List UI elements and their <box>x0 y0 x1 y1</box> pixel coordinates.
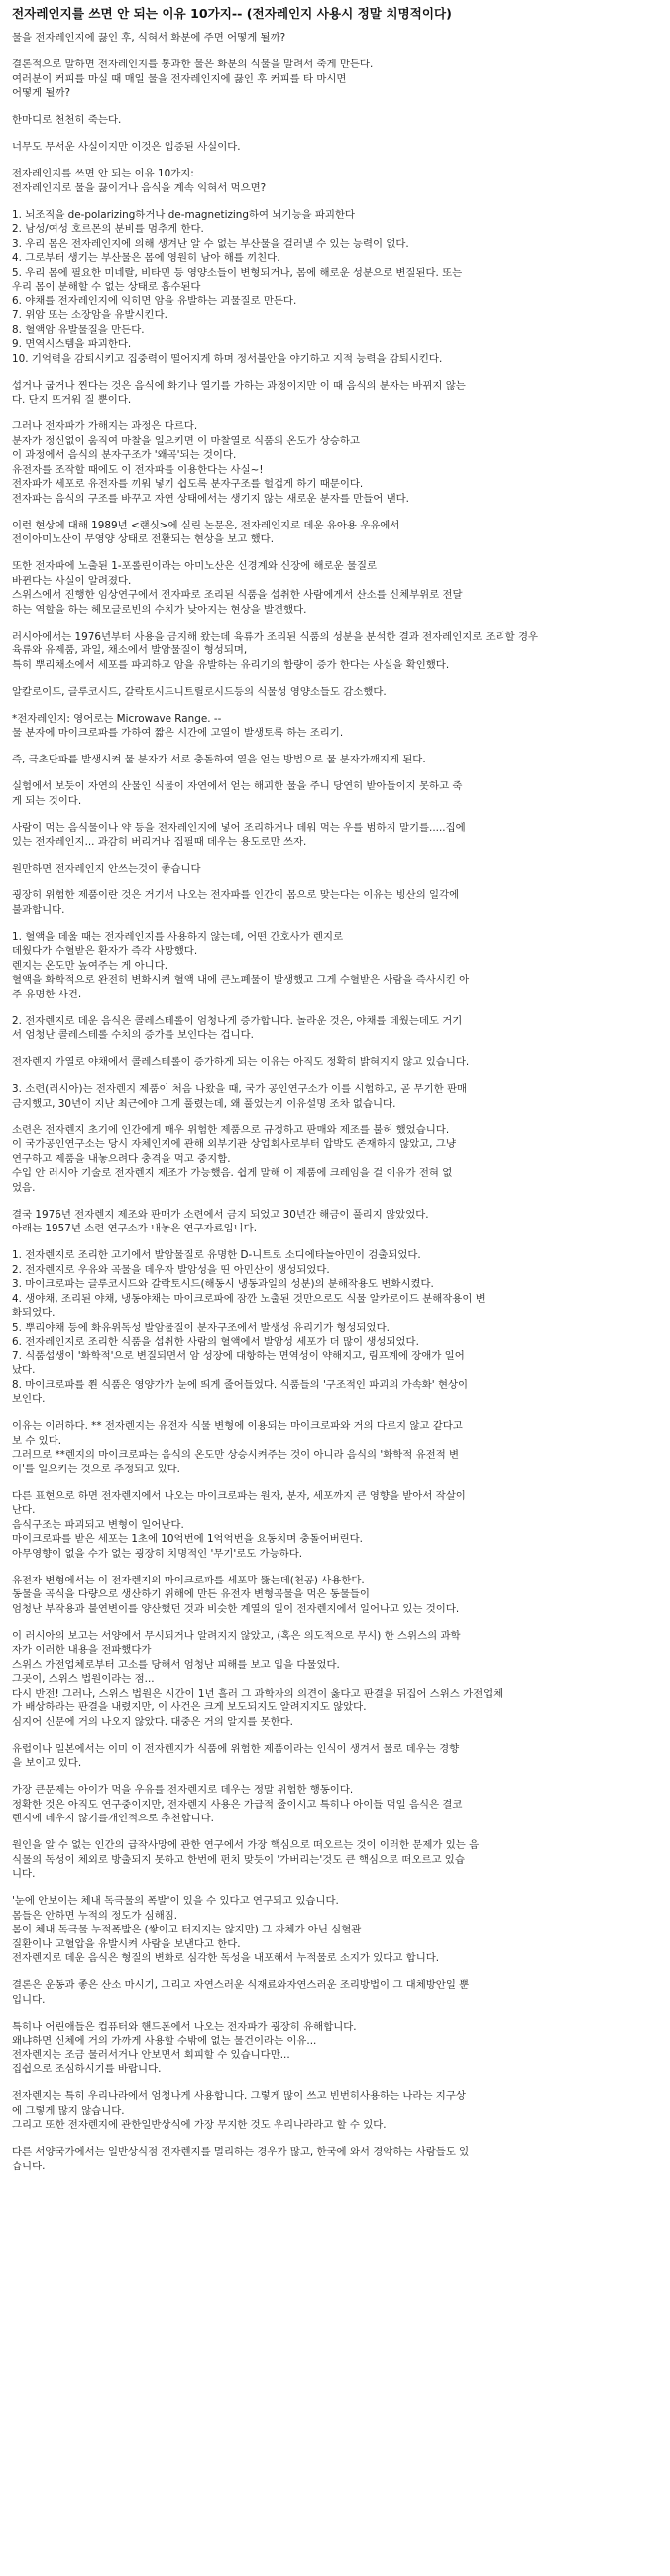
paragraph-line: 게 되는 것이다. <box>12 794 82 807</box>
article-paragraph <box>12 712 660 741</box>
paragraph-line: 물을 전자레인지에 끓인 후, 식혀서 화분에 주면 어떻게 될까? <box>12 32 286 44</box>
paragraph-line: 3. 마이크로파는 글루코시드와 갈락토시드(해동시 냉동과일의 성분)의 분해작용도 변화시켰다. <box>12 1278 434 1290</box>
paragraph-line: 3. 우리 몸은 전자레인지에 의해 생겨난 알 수 없는 부산물을 걸러낼 수 있는 능력이 없다. <box>12 237 409 250</box>
article-body <box>12 31 660 2173</box>
article-paragraph <box>12 2145 660 2173</box>
paragraph-line: 유전자 변형에서는 이 전자렌지의 마이크로파를 세포막 뚫는데(천공) 사용한다. <box>12 1574 365 1586</box>
article-paragraph <box>12 1082 660 1111</box>
article-paragraph <box>12 1783 660 1826</box>
paragraph-line: 수입 안 러시아 기술로 전자렌지 제조가 가능했음. 쉽게 말해 이 제품에 크레임을 걸 이유가 전혀 없 <box>12 1167 453 1179</box>
paragraph-line: 전자렌지는 조금 물러서거나 안보면서 회피할 수 있습니다만... <box>12 2049 290 2061</box>
paragraph-line: 자가 이러한 내용을 전파했다가 <box>12 1644 152 1656</box>
paragraph-line: 원인을 알 수 없는 인간의 급작사망에 관한 연구에서 가장 핵심으로 떠오르는 것이 이러한 문제가 있는 음 <box>12 1839 480 1851</box>
article-paragraph <box>12 779 660 808</box>
paragraph-line: 섭거나 굽거나 찐다는 것은 음식에 화기나 열기를 가하는 과정이지만 이 때 음식의 분자는 바뀌지 않는 <box>12 379 466 392</box>
paragraph-line: 4. 그로부터 생기는 부산물은 몸에 영원히 남아 해를 끼친다. <box>12 252 280 264</box>
paragraph-line: 2. 전자렌지로 우유와 곡물을 데우자 발암성을 띤 아민산이 생성되었다. <box>12 1263 330 1276</box>
paragraph-line: 에 그렇게 많지 않습니다. <box>12 2104 125 2117</box>
article-paragraph <box>12 113 660 128</box>
article-paragraph <box>12 208 660 367</box>
paragraph-line: 동물을 곡식을 다량으로 생산하기 위해에 만든 유전자 변형곡물을 먹은 동물들이 <box>12 1588 370 1600</box>
paragraph-line: 다른 표현으로 하면 전자렌지에서 나오는 마이크로파는 원자, 분자, 세포까지 큰 영향을 받아서 작살이 <box>12 1489 466 1502</box>
paragraph-line: 전자레인지로 물을 끓이거나 음식을 계속 익혀서 먹으면? <box>12 181 267 194</box>
paragraph-line: 가장 큰문제는 아이가 먹을 우유를 전자렌지로 데우는 정말 위험한 행동이다. <box>12 1784 354 1796</box>
paragraph-line: 혈액을 화학적으로 완전히 변화시켜 혈액 내에 큰노폐물이 발생했고 그게 수혈받은 사람을 즉사시킨 아 <box>12 974 470 986</box>
article-paragraph <box>12 379 660 408</box>
article-paragraph <box>12 2020 660 2077</box>
paragraph-line: 음식구조는 파괴되고 변형이 일어난다. <box>12 1518 184 1531</box>
paragraph-line: 이'를 일으키는 것으로 추정되고 있다. <box>12 1463 180 1475</box>
paragraph-line: 1. 뇌조직을 de-polarizing하거나 de-magnetizing하여 뇌기능을 파괴한다 <box>12 208 355 221</box>
paragraph-line: 결론은 운동과 좋은 산소 마시기, 그리고 자연스러운 식재료와자연스러운 조리방법이 그 대체방안일 뿐 <box>12 1979 470 1991</box>
paragraph-line: 9. 면역시스템을 파괴한다. <box>12 338 132 350</box>
paragraph-line: 몸이 체내 독극물 누적폭발은 (쌓이고 터지지는 않지만) 그 자체가 아닌 심혈관 <box>12 1924 362 1935</box>
paragraph-line: 그곳이, 스위스 법원이라는 점... <box>12 1673 155 1685</box>
paragraph-line: 몸들은 안하면 누적의 정도가 심해짐. <box>12 1909 178 1922</box>
paragraph-line: 니다. <box>12 1868 36 1880</box>
paragraph-line: 었음. <box>12 1181 36 1194</box>
paragraph-line: 물 분자에 마이크로파를 가하여 짧은 시간에 고열이 발생토록 하는 조리기. <box>12 727 344 739</box>
paragraph-line: 전자렌지는 특히 우리나라에서 엄청나게 사용합니다. 그렇게 많이 쓰고 빈번히사용하는 나라는 지구상 <box>12 2090 466 2102</box>
paragraph-line: 이 과정에서 음식의 분자구조가 '왜곡'되는 것이다. <box>12 449 237 461</box>
paragraph-line: 알칼로이드, 글루코시드, 갈락토시드니트릴로시드등의 식물성 영양소들도 감소했다. <box>12 685 387 698</box>
paragraph-line: 유전자를 조작할 때에도 이 전자파를 이용한다는 사실~! <box>12 463 264 476</box>
article-paragraph <box>12 888 660 917</box>
paragraph-line: 이런 현상에 대해 1989년 <랜싯>에 실린 논문은, 전자레인지로 데운 유아용 우유에서 <box>12 519 400 531</box>
paragraph-line: 6. 야채를 전자레인지에 익히면 암을 유발하는 괴물질로 만든다. <box>12 294 297 307</box>
paragraph-line: 결국 1976년 전자렌지 제조와 판매가 소련에서 금지 되었고 30년간 해금이 풀리지 않았었다. <box>12 1208 429 1221</box>
article-paragraph <box>12 1574 660 1617</box>
paragraph-line: 육류와 유제품, 과일, 채소에서 발암물질이 형성되며, <box>12 644 248 656</box>
paragraph-line: 특히 뿌리채소에서 세포를 파괴하고 암을 유발하는 유리기의 함량이 증가 한다는 사실을 확인했다. <box>12 658 450 671</box>
paragraph-line: 우리 몸이 분해할 수 없는 상태로 흡수된다 <box>12 281 201 293</box>
paragraph-line: 8. 혈액암 유발물질을 만든다. <box>12 323 145 336</box>
paragraph-line: 결론적으로 말하면 전자레인지를 통과한 물은 화분의 식물을 말려서 죽게 만든다. <box>12 59 374 70</box>
article-paragraph <box>12 2089 660 2133</box>
paragraph-line: 2. 전자렌지로 데운 음식은 콜레스테롤이 엄청나게 증가합니다. 놀라운 것은, 야채를 데웠는데도 거기 <box>12 1014 463 1027</box>
paragraph-line: 질환이나 고혈압을 유발시켜 사람을 보낸다고 한다. <box>12 1937 241 1950</box>
paragraph-line: 불과합니다. <box>12 903 65 916</box>
paragraph-line: 연구하고 제품을 내놓으려다 충격을 먹고 중지함. <box>12 1152 231 1165</box>
article-paragraph <box>12 559 660 617</box>
paragraph-line: 을 보이고 있다. <box>12 1757 82 1769</box>
paragraph-line: 정확한 것은 아직도 연구중이지만, 전자렌지 사용은 가급적 줄이시고 특히나 아이들 먹일 음식은 결코 <box>12 1798 463 1811</box>
article-paragraph <box>12 821 660 850</box>
paragraph-line: 7. 위암 또는 소장암을 유발시킨다. <box>12 309 168 321</box>
article-paragraph <box>12 1208 660 1236</box>
paragraph-line: 2. 남성/여성 호르몬의 분비를 멈추게 한다. <box>12 223 204 235</box>
paragraph-line: 10. 기억력을 감퇴시키고 집중력이 떨어지게 하며 정서불안을 야기하고 지적 능력을 감퇴시킨다. <box>12 352 443 365</box>
article-paragraph <box>12 1055 660 1070</box>
article-paragraph <box>12 419 660 506</box>
article-paragraph <box>12 630 660 673</box>
paragraph-line: 렌지는 온도만 높여주는 게 아니다. <box>12 959 168 972</box>
paragraph-line: 전자레인지를 쓰면 안 되는 이유 10가지: <box>12 168 194 179</box>
paragraph-line: 스위스에서 진행한 임상연구에서 전자파로 조리된 식품을 섭취한 사람에게서 산소를 신체부위로 전달 <box>12 589 463 601</box>
paragraph-line: 3. 소련(러시아)는 전자렌지 제품이 처음 나왔을 때, 국가 공인연구소가 이를 시험하고, 곧 무기한 판매 <box>12 1083 468 1095</box>
paragraph-line: 주 유명한 사건. <box>12 988 82 1000</box>
paragraph-line: 입니다. <box>12 1993 46 2006</box>
paragraph-line: 4. 생야채, 조리된 야채, 냉동야채는 마이크로파에 잠깐 노출된 것만으로도 식물 알카로이드 분해작용이 변 <box>12 1292 486 1305</box>
paragraph-line: 또한 전자파에 노출된 1-포롤린이라는 아미노산은 신경계와 신장에 해로운 물질로 <box>12 560 378 572</box>
paragraph-line: 마이크로파를 받은 세포는 1초에 10억번에 1억억번을 요동치며 충돌어버린다. <box>12 1533 363 1545</box>
article-paragraph <box>12 1742 660 1771</box>
paragraph-line: 그러나 전자파가 가해지는 과정은 다르다. <box>12 420 198 432</box>
paragraph-line: 너무도 무서운 사실이지만 이것은 입증된 사실이다. <box>12 141 241 153</box>
paragraph-line: 어떻게 될까? <box>12 87 71 99</box>
article-paragraph <box>12 1629 660 1730</box>
paragraph-line: 바뀐다는 사실이 알려졌다. <box>12 574 132 587</box>
article-paragraph <box>12 1419 660 1476</box>
article-paragraph <box>12 167 660 195</box>
article-paragraph <box>12 1014 660 1043</box>
paragraph-line: 5. 우리 몸에 필요한 미네랄, 비타민 등 영양소들이 변형되거나, 몸에 해로운 성분으로 변질된다. 또는 <box>12 266 463 279</box>
paragraph-line: 이 국가공인연구소는 당시 자체인지에 관해 외부기관 상업회사로부터 압박도 존재하지 않았고, 그냥 <box>12 1138 456 1150</box>
paragraph-line: 이유는 이러하다. ** 전자렌지는 유전자 식물 변형에 이용되는 마이크로파와 거의 다르지 않고 같다고 <box>12 1420 463 1432</box>
article-paragraph <box>12 1894 660 1966</box>
paragraph-line: '눈에 안보이는 체내 독극물의 폭발'이 있을 수 있다고 연구되고 있습니다. <box>12 1895 339 1907</box>
paragraph-line: 집쉽으로 조심하시기를 바랍니다. <box>12 2063 162 2075</box>
paragraph-line: 전자렌지 가열로 야채에서 콜레스테롤이 증가하게 되는 이유는 아직도 정확히 밝혀지지 않고 있습니다. <box>12 1056 470 1068</box>
paragraph-line: 다른 서양국가에서는 일반상식점 전자렌지를 멀리하는 경우가 많고, 한국에 와서 경악하는 사람들도 있 <box>12 2146 470 2158</box>
paragraph-line: 특히나 어린애들은 컵퓨터와 핸드폰에서 나오는 전자파가 굉장히 유해합니다. <box>12 2020 357 2033</box>
paragraph-line: 그리고 또한 전자렌지에 관한일반상식에 가장 무지한 것도 우리나라라고 할 수 있다. <box>12 2119 387 2131</box>
article-paragraph <box>12 519 660 547</box>
paragraph-line: 5. 뿌리야채 등에 화유위독성 발암물질이 분자구조에서 발생성 유리기가 형성되었다. <box>12 1321 390 1334</box>
paragraph-line: 서 엄청난 콜레스테롤 수치의 증가를 보인다는 겁니다. <box>12 1029 254 1041</box>
paragraph-line: 사람이 먹는 음식물이나 약 등을 전자레인지에 넣어 조리하거나 데워 먹는 우를 범하지 말기를.....집에 <box>12 821 466 834</box>
paragraph-line: 난다. <box>12 1504 36 1516</box>
paragraph-line: 렌지에 데우지 않기를개인적으로 추천합니다. <box>12 1813 214 1824</box>
article-paragraph <box>12 930 660 1002</box>
paragraph-line: 다. 단지 뜨거워 질 뿐이다. <box>12 394 132 406</box>
paragraph-line: 실험에서 보듯이 자연의 산물인 식물이 자연에서 얻는 해괴한 물을 주니 당연히 받아들이지 못하고 죽 <box>12 780 463 792</box>
paragraph-line: 화되었다. <box>12 1307 56 1319</box>
paragraph-line: 전자파는 음식의 구조를 바꾸고 자연 상태에서는 생기지 않는 새로운 분자를 만들어 낸다. <box>12 492 409 505</box>
paragraph-line: 심지어 신문에 거의 나오지 않았다. 대중은 거의 알지를 못한다. <box>12 1715 293 1728</box>
article-paragraph <box>12 1123 660 1196</box>
paragraph-line: 그러므로 **렌지의 마이크로파는 음식의 온도만 상승시켜주는 것이 아니라 음식의 '화학적 유전적 변 <box>12 1449 460 1461</box>
paragraph-line: 있는 전자레인지... 과감히 버리거나 집필때 데우는 용도로만 쓰자. <box>12 836 307 848</box>
paragraph-line: 1. 전자렌지로 조리한 고기에서 발암물질로 유명한 D-니트로 소디에타놀아민이 검출되었다. <box>12 1249 421 1261</box>
paragraph-line: 7. 식품섭생이 '화학적'으로 변질되면서 암 성장에 대항하는 면역성이 약해지고, 림프계에 장애가 일어 <box>12 1349 465 1362</box>
paragraph-line: 전자렌지로 데운 음식은 형질의 변화로 심각한 독성을 내포해서 누적물로 소지가 있다고 합니다. <box>12 1952 440 1964</box>
paragraph-line: 전이아미노산이 무영양 상태로 전환되는 현상을 보고 했다. <box>12 533 275 545</box>
paragraph-line: 습니다. <box>12 2160 46 2172</box>
paragraph-line: 식물의 독성이 체외로 방출되지 못하고 한번에 펀치 맞듯이 '가버리는'것도 큰 핵심으로 떠오르고 있습 <box>12 1853 465 1866</box>
paragraph-line: 6. 전자레인지로 조리한 식품을 섭취한 사람의 혈액에서 발암성 세포가 더 많이 생성되었다. <box>12 1336 419 1347</box>
paragraph-line: 하는 역할을 하는 헤모글로빈의 수치가 낮아지는 현상을 발견했다. <box>12 603 307 616</box>
paragraph-line: 났다. <box>12 1364 36 1376</box>
article-paragraph <box>12 1248 660 1407</box>
paragraph-line: 원만하면 전자레인지 안쓰는것이 좋습니다 <box>12 863 201 875</box>
paragraph-line: 다시 반전! 그러나, 스위스 법원은 시간이 1년 흘러 그 과학자의 의견이 옳다고 판결을 뒤집어 스위스 가전업체 <box>12 1687 503 1699</box>
article-paragraph <box>12 753 660 767</box>
article-title: 전자레인지를 쓰면 안 되는 이유 10가지-- (전자레인지 사용시 정말 치명적이다) <box>12 6 452 21</box>
article-paragraph <box>12 1489 660 1562</box>
paragraph-line: 왜냐하면 신체에 거의 가까게 사용할 수밖에 없는 물건이라는 이유... <box>12 2035 317 2047</box>
paragraph-line: 보 수 있다. <box>12 1434 62 1447</box>
paragraph-line: 여러분이 커피를 마실 때 매일 물을 전자레인지에 끓인 후 커피를 타 마시면 <box>12 72 347 85</box>
article-paragraph <box>12 1838 660 1882</box>
article-paragraph <box>12 140 660 155</box>
paragraph-line: 유럽이나 일본에서는 이미 이 전자렌지가 식품에 위험한 제품이라는 인식이 생겨서 물로 데우는 경향 <box>12 1742 460 1755</box>
paragraph-line: 한마디로 천천히 죽는다. <box>12 114 122 126</box>
paragraph-line: 분자가 정신없이 움직여 마찰을 일으키면 이 마찰열로 식품의 온도가 상승하고 <box>12 434 360 447</box>
paragraph-line: 굉장히 위험한 제품이란 것은 거기서 나오는 전자파를 인간이 몸으로 맞는다는 이유는 빙산의 일각에 <box>12 889 460 901</box>
paragraph-line: 러시아에서는 1976년부터 사용을 금지해 왔는데 육류가 조리된 식품의 성분을 분석한 결과 전자레인지로 조리할 경우 <box>12 630 539 643</box>
article-paragraph <box>12 1978 660 2007</box>
paragraph-line: 8. 마이크로파를 쬔 식품은 영양가가 눈에 띄게 줄어들었다. 식품들의 '구조적인 파괴의 가속화' 현상이 <box>12 1378 469 1391</box>
article-paragraph <box>12 685 660 700</box>
paragraph-line: 1. 혈액을 데울 때는 전자레인지를 사용하지 않는데, 어떤 간호사가 렌지로 <box>12 930 344 943</box>
paragraph-line: 아무영향이 없을 수가 없는 굉장히 치명적인 '무기'로도 가능하다. <box>12 1547 303 1560</box>
paragraph-line: 금지했고, 30년이 지난 최근에야 그게 풀렸는데, 왜 풀었는지 이유설명 조차 없습니다. <box>12 1097 396 1110</box>
article-paragraph <box>12 58 660 101</box>
paragraph-line: 엄청난 부작용과 불연변이를 양산했던 것과 비슷한 계열의 일이 전자렌지에서 일어나고 있는 것이다. <box>12 1602 460 1615</box>
article-paragraph <box>12 862 660 877</box>
paragraph-line: 보인다. <box>12 1393 46 1405</box>
paragraph-line: 소련은 전자렌지 초기에 인간에게 매우 위험한 제품으로 규정하고 판매와 제조를 불허 했었습니다. <box>12 1123 450 1136</box>
paragraph-line: 스위스 가전업체로부터 고소를 당해서 엄청난 피해를 보고 입을 다물었다. <box>12 1658 340 1671</box>
paragraph-line: 아래는 1957년 소련 연구소가 내놓은 연구자료입니다. <box>12 1223 258 1234</box>
paragraph-line: 가 배상하라는 판결을 내렸지만, 이 사건은 크게 보도되지도 알려지지도 않았다. <box>12 1701 367 1713</box>
paragraph-line: 이 러시아의 보고는 서양에서 무시되거나 알려지지 않았고, (혹은 의도적으로 무시) 한 스위스의 과학 <box>12 1629 461 1642</box>
article-paragraph <box>12 31 660 46</box>
paragraph-line: 데웠다가 수혈받은 환자가 즉각 사망했다. <box>12 945 198 957</box>
paragraph-line: 전자파가 세포로 유전자를 끼워 넣기 쉽도록 분자구조를 헐겁게 하기 때문이다. <box>12 478 364 490</box>
paragraph-line: *전자레인지: 영어로는 Microwave Range. -- <box>12 712 222 725</box>
paragraph-line: 즉, 극초단파를 발생시켜 물 분자가 서로 충돌하여 열을 얻는 방법으로 물 분자가깨지게 된다. <box>12 754 426 765</box>
